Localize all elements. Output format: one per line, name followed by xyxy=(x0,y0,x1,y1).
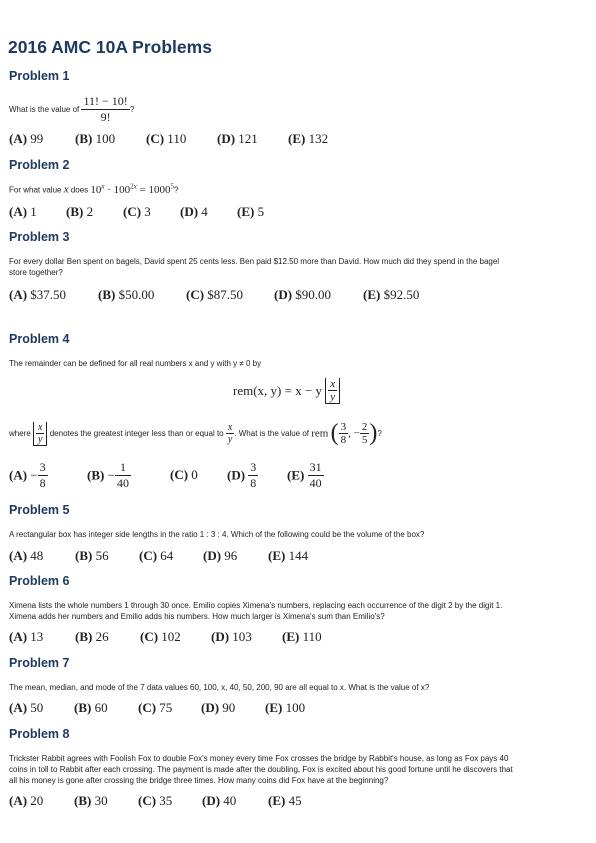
question-text: For what value xyxy=(9,185,64,195)
answer-choice: (B) 56 xyxy=(75,548,109,563)
answer-choice: (C) 64 xyxy=(139,548,174,563)
answer-choice: (B) − $\frac{1}{40}$ xyxy=(87,460,129,490)
answer-choice: (A) 1 xyxy=(9,204,37,219)
fraction: $\frac{3}{8}$ xyxy=(340,421,347,446)
problem-5-heading: Problem 5 xyxy=(9,503,70,517)
equation: $10^x \cdot 100^{2x} = 1000^5$ xyxy=(90,182,174,196)
answer-choice: (D) 90 xyxy=(201,700,236,715)
problem-8-line-3: all his money is gone after crossing the bridge three times. How many coins did Fox have at the beginning? xyxy=(9,776,389,785)
answer-choice: (C) $87.50 xyxy=(186,287,244,302)
problem-1-question xyxy=(9,94,134,125)
answer-choice: (C) 35 xyxy=(138,793,173,808)
answer-choice: (B) 30 xyxy=(74,793,108,808)
answer-choice: (E) 100 xyxy=(265,700,306,715)
answer-choice: (D) $\frac{3}{8}$ xyxy=(227,460,257,490)
question-text: . What is the value of xyxy=(234,429,310,438)
answer-choice: (A) 13 xyxy=(9,629,44,644)
question-mark: ? xyxy=(174,185,179,195)
problem-4-answers xyxy=(9,460,324,491)
answer-choice: (C) 110 xyxy=(146,131,187,146)
problem-1-answers xyxy=(9,131,328,147)
answer-choice: (A) $37.50 xyxy=(9,287,67,302)
problem-7-answers xyxy=(9,700,305,716)
question-mark: ? xyxy=(129,105,135,114)
answer-choice: (C) 102 xyxy=(140,629,181,644)
problem-4-display-equation xyxy=(233,378,340,404)
answer-choice: (A) − $\frac{3}{8}$ xyxy=(9,460,46,490)
answer-choice: (D) $90.00 xyxy=(274,287,332,302)
problem-2-question xyxy=(9,182,178,196)
problem-3-heading: Problem 3 xyxy=(9,230,70,244)
fraction: $\frac{2}{5}$ xyxy=(361,421,368,446)
floor-bracket xyxy=(325,378,340,404)
problem-2-answers xyxy=(9,204,264,220)
answer-choice: (E) 110 xyxy=(282,629,322,644)
problem-8-line-1: Trickster Rabbit agrees with Foolish Fox to double Fox's money every time Fox crosses the bridge by Rabbit's house, as long as Fox pays 40 xyxy=(9,754,509,763)
problem-8-line-2: coins in toll to Rabbit after each crossing. The payment is made after the doubling, Fox is excited about his good fortune until he discovers that xyxy=(9,765,513,774)
answer-choice: (E) 144 xyxy=(268,548,309,563)
problem-5-line-1: A rectangular box has integer side lengths in the ratio 1 : 3 : 4. Which of the following could be the volume of the box? xyxy=(9,530,425,539)
display-formula: rem(x, y) = x − y xyxy=(233,383,323,398)
answer-choice: (D) 4 xyxy=(180,204,208,219)
fraction: $\frac{x}{y}$ xyxy=(227,422,233,445)
answer-choice: (D) 103 xyxy=(211,629,252,644)
answer-choice: (D) 96 xyxy=(203,548,238,563)
question-text: denotes the greatest integer less than or equal to xyxy=(49,429,224,438)
answer-choice: (A) 50 xyxy=(9,700,44,715)
problem-8-answers xyxy=(9,793,302,809)
problem-5-answers xyxy=(9,548,308,564)
question-text: does xyxy=(68,185,91,195)
problem-4-line-1: The remainder can be defined for all real numbers x and y with y ≠ 0 by xyxy=(9,359,262,368)
problem-6-line-2: Ximena adds her numbers and Emilio adds his numbers. How much larger is Ximena's sum than Emilio's? xyxy=(9,612,385,621)
answer-choice: (C) 3 xyxy=(123,204,151,219)
problem-6-heading: Problem 6 xyxy=(9,574,70,588)
problem-3-line-1: For every dollar Ben spent on bagels, David spent 25 cents less. Ben paid $12.50 more than David. How much did they spend in the bagel xyxy=(9,257,500,266)
fraction xyxy=(81,94,129,125)
problem-4-where-line: where $\frac{x}{y}$ denotes the greatest integer less than or equal to $\frac{x}{y}$ . What is the value of rem ( $\frac{3}{8}$ , − $\frac{2}{5}$ )? xyxy=(9,420,382,446)
answer-choice: (A) 48 xyxy=(9,548,44,563)
answer-choice: (B) 2 xyxy=(66,204,94,219)
problem-6-line-1: Ximena lists the whole numbers 1 through 30 once. Emilio copies Ximena's numbers, replacing each occurrence of the digit 2 by the digit 1. xyxy=(9,601,503,610)
answer-choice: (B) $50.00 xyxy=(98,287,155,302)
fraction: $\frac{x}{y}$ xyxy=(38,421,43,445)
page-title: 2016 AMC 10A Problems xyxy=(8,37,212,57)
problem-7-line-1: The mean, median, and mode of the 7 data values 60, 100, x, 40, 50, 200, 90 are all equal to x. What is the value of x? xyxy=(9,683,430,692)
answer-choice: (B) 26 xyxy=(75,629,109,644)
denominator: 9! xyxy=(81,109,129,125)
problem-6-answers xyxy=(9,629,322,645)
answer-choice: (B) 100 xyxy=(75,131,116,146)
answer-choice: (C) 0 xyxy=(170,467,198,483)
question-text: What is the value of xyxy=(9,105,82,114)
answer-choice: (C) 75 xyxy=(138,700,173,715)
problem-4-heading: Problem 4 xyxy=(9,332,70,346)
problem-2-heading: Problem 2 xyxy=(9,158,70,172)
numerator: 11! − 10! xyxy=(83,94,128,108)
problem-1-heading: Problem 1 xyxy=(9,69,70,83)
answer-choice: (A) 99 xyxy=(9,131,44,146)
answer-choice: (D) 40 xyxy=(202,793,237,808)
answer-choice: (E) 45 xyxy=(268,793,302,808)
problem-7-heading: Problem 7 xyxy=(9,656,70,670)
problem-3-answers xyxy=(9,287,419,303)
rem-function: rem xyxy=(311,427,329,440)
answer-choice: (E) $92.50 xyxy=(363,287,420,302)
variable: x xyxy=(63,183,69,196)
fraction: $\frac{x}{y}$ xyxy=(330,378,336,403)
answer-choice: (B) 60 xyxy=(74,700,108,715)
answer-choice: (E) $\frac{31}{40}$ xyxy=(287,460,322,490)
problem-3-line-2: store together? xyxy=(9,268,63,277)
answer-choice: (A) 20 xyxy=(9,793,44,808)
question-text: where xyxy=(9,429,31,438)
answer-choice: (E) 5 xyxy=(237,204,265,219)
answer-choice: (E) 132 xyxy=(288,131,329,146)
answer-choice: (D) 121 xyxy=(217,131,258,146)
problem-8-heading: Problem 8 xyxy=(9,727,70,741)
floor-bracket xyxy=(33,422,47,446)
